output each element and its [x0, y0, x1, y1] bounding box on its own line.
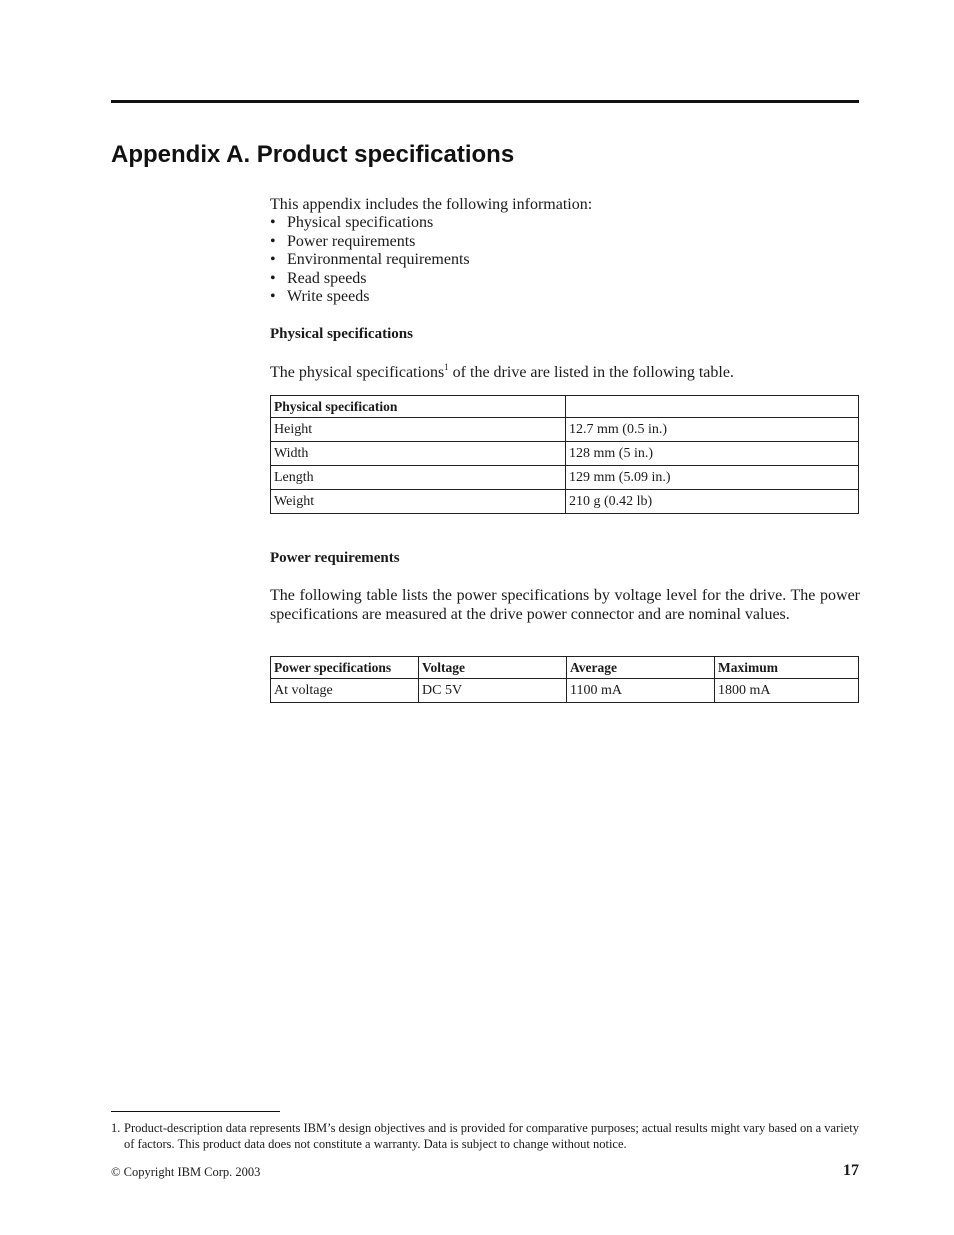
- list-item: [270, 270, 470, 289]
- list-item: [270, 251, 470, 270]
- bullet-icon: •: [270, 269, 276, 287]
- table-header-row: [271, 657, 859, 679]
- footnote-reference[interactable]: 1: [444, 362, 449, 372]
- bullet-icon: •: [270, 214, 276, 231]
- physical-intro-paragraph: [270, 363, 860, 382]
- footnote-number: 1.: [111, 1121, 121, 1135]
- table-cell: 1800 mA: [715, 679, 859, 703]
- table-cell: 12.7 mm (0.5 in.): [566, 418, 859, 442]
- footnote-rule: [111, 1111, 280, 1112]
- column-header: [566, 396, 859, 418]
- list-item-label: Write speeds: [287, 288, 370, 306]
- table-cell: Width: [271, 442, 566, 466]
- table-cell: DC 5V: [419, 679, 567, 703]
- column-header: Maximum: [715, 657, 859, 679]
- column-header: Average: [567, 657, 715, 679]
- column-header: Voltage: [419, 657, 567, 679]
- physical-intro-text-end: of the drive are listed in the following table.: [448, 364, 734, 381]
- copyright-notice: © Copyright IBM Corp. 2003: [111, 1165, 261, 1179]
- table-row: [271, 490, 859, 514]
- power-requirements-heading: Power requirements: [270, 550, 400, 566]
- page-title: Appendix A. Product specifications: [111, 141, 515, 168]
- table-cell: Weight: [271, 490, 566, 514]
- physical-specifications-heading: Physical specifications: [270, 326, 413, 342]
- footnote-text: Product-description data represents IBM’s design objectives and is provided for comparative purposes; actual results might vary based on a variety of factors. This product data does not constitute a warranty. Data is subject to change without notice.: [124, 1121, 859, 1151]
- list-item-label: Read speeds: [287, 269, 367, 287]
- table-row: [271, 442, 859, 466]
- list-item-label: Environmental requirements: [287, 251, 470, 269]
- list-item-label: Physical specifications: [287, 214, 434, 231]
- table-cell: Height: [271, 418, 566, 442]
- list-item: [270, 288, 470, 307]
- table-cell: 1100 mA: [567, 679, 715, 703]
- table-cell: 128 mm (5 in.): [566, 442, 859, 466]
- list-item-label: Power requirements: [287, 232, 416, 250]
- physical-specifications-table: [270, 395, 859, 514]
- power-specifications-table: [270, 656, 859, 703]
- power-intro-paragraph: The following table lists the power specifications by voltage level for the drive. The power specifications are measured at the drive power connector and are nominal values.: [270, 587, 860, 623]
- page-number: 17: [843, 1162, 859, 1179]
- intro-paragraph: This appendix includes the following information:: [270, 196, 593, 213]
- table-cell: Length: [271, 466, 566, 490]
- bullet-icon: •: [270, 232, 276, 250]
- top-rule: [111, 100, 859, 103]
- list-item: [270, 214, 470, 233]
- bullet-icon: •: [270, 288, 276, 306]
- table-cell: 210 g (0.42 lb): [566, 490, 859, 514]
- table-row: [271, 418, 859, 442]
- table-cell: At voltage: [271, 679, 419, 703]
- footnote: [111, 1120, 859, 1152]
- table-cell: 129 mm (5.09 in.): [566, 466, 859, 490]
- column-header: Physical specification: [271, 396, 566, 418]
- table-row: [271, 679, 859, 703]
- table-row: [271, 466, 859, 490]
- topic-list: [270, 214, 470, 307]
- list-item: [270, 233, 470, 252]
- column-header: Power specifications: [271, 657, 419, 679]
- physical-intro-text: The physical specifications: [270, 364, 445, 381]
- table-header-row: [271, 396, 859, 418]
- bullet-icon: •: [270, 251, 276, 269]
